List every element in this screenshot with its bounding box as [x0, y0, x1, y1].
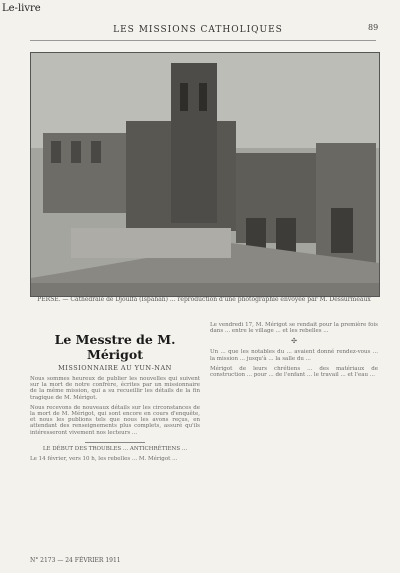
paragraph: Mérigot de leurs chrétiens ... des matériaux de construction ... pour ... de l'enfant ... le travail ... et l'eau ...: [210, 365, 378, 379]
section-heading: LE DÉBUT DES TROUBLES ... ANTICHRÉTIENS ...: [42, 445, 188, 452]
header-rule: [30, 40, 376, 41]
left-column: [30, 318, 200, 463]
page-number: 89: [368, 23, 379, 32]
cathedral-photo: [30, 52, 380, 297]
article-subtitle: MISSIONNAIRE AU YUN-NAN: [58, 364, 172, 372]
photo-caption: PERSE. — Cathédrale de Djoulfa (Ispahan) ... reproduction d'une photographie envoyée par M. Dessurmeaux: [37, 296, 371, 303]
paragraph: Nous sommes heureux de publier les nouvelles qui suivent sur la mort de notre confrère, écrites par un missionnaire de la même mission, qui a su recueillir les détails de la fin tragique de M. Mérigot.: [30, 376, 200, 401]
section-rule: [85, 442, 145, 443]
cathedral-illustration: [31, 53, 379, 296]
running-head: LES MISSIONS CATHOLIQUES: [113, 25, 283, 35]
right-column: [210, 318, 378, 378]
paragraph: Le 14 février, vers 10 h, les rebelles ... M. Mérigot ...: [30, 456, 178, 463]
paragraph: Nous recevons de nouveaux détails sur les circonstances de la mort de M. Mérigot, qui sont encore en cours d'enquête, et nous les publions tels que nous les avons reçus, en attendant des renseignements plus complets, assuré qu'ils intéresseront vivement nos lecteurs ...: [30, 404, 200, 436]
paragraph: Le vendredi 17, M. Mérigot se rendait pour la première fois dans ... entre le village ... et les rebelles ...: [210, 322, 378, 335]
ornament-icon: ✣: [291, 337, 297, 346]
article-title: Le Messtre de M. Mérigot: [54, 332, 176, 362]
issue-footer: N° 2173 — 24 FÉVRIER 1911: [30, 557, 121, 564]
corner-label: Le-livre: [2, 3, 41, 14]
paragraph: Un ... que les notables du ... avaient donné rendez-vous ... la mission ... jusqu'à ... la salle du ...: [210, 349, 378, 362]
